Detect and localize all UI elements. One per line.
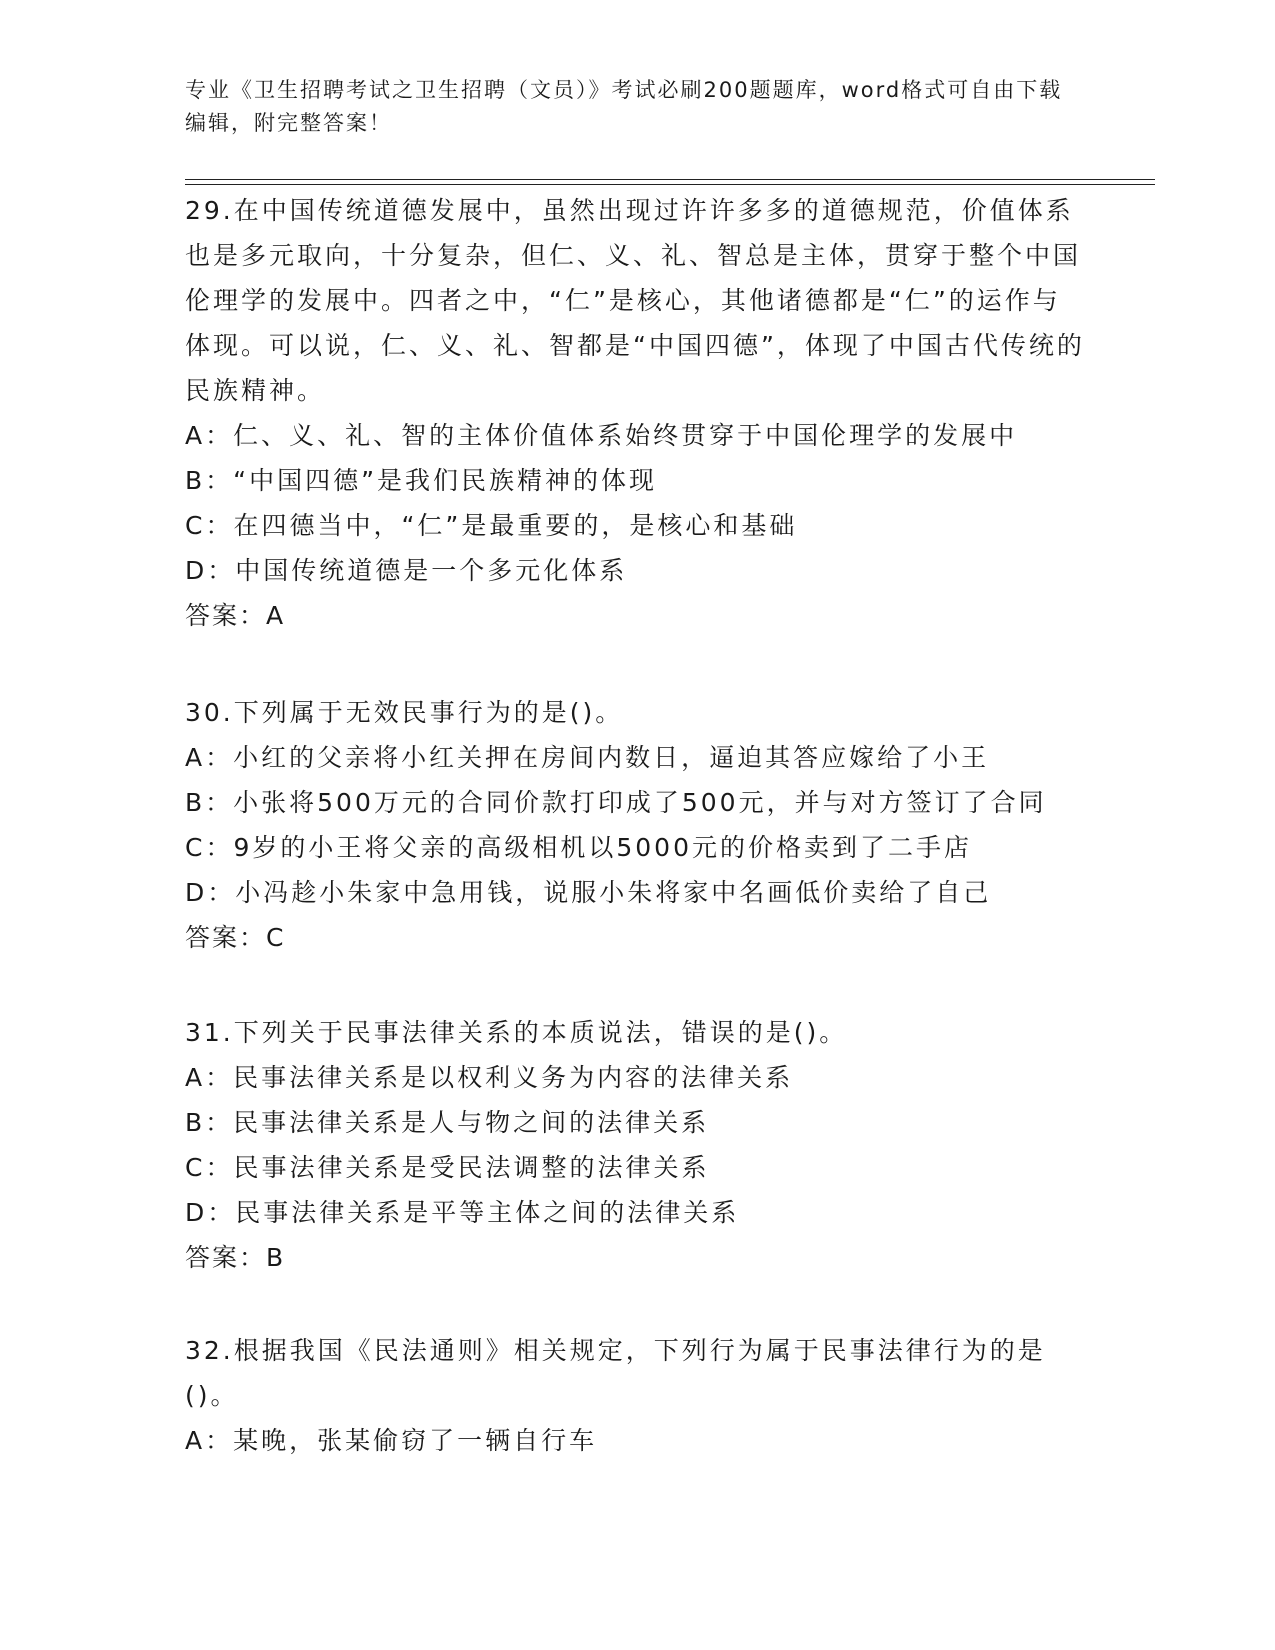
answer: 答案：B [185, 1243, 286, 1272]
option-d: D：小冯趁小朱家中急用钱，说服小朱将家中名画低价卖给了自己 [185, 878, 992, 907]
option-a: A：民事法律关系是以权利义务为内容的法律关系 [185, 1063, 794, 1092]
option-b: B：小张将500万元的合同价款打印成了500元，并与对方签订了合同 [185, 788, 1047, 817]
option-c: C：民事法律关系是受民法调整的法律关系 [185, 1153, 710, 1182]
option-c: C：在四德当中，“仁”是最重要的，是核心和基础 [185, 511, 798, 540]
question-stem: 30.下列属于无效民事行为的是()。 [185, 698, 624, 727]
question-29 [185, 188, 1085, 638]
question-stem: 32.根据我国《民法通则》相关规定，下列行为属于民事法律行为的是()。 [185, 1336, 1046, 1410]
question-31 [185, 1010, 1085, 1280]
question-stem: 31.下列关于民事法律关系的本质说法，错误的是()。 [185, 1018, 848, 1047]
option-b: B：“中国四德”是我们民族精神的体现 [185, 466, 658, 495]
document-header: 专业《卫生招聘考试之卫生招聘（文员）》考试必刷200题题库，word格式可自由下载编辑，附完整答案！ [185, 78, 1063, 135]
option-a: A：仁、义、礼、智的主体价值体系始终贯穿于中国伦理学的发展中 [185, 421, 1018, 450]
answer: 答案：A [185, 601, 286, 630]
question-30 [185, 690, 1085, 960]
answer: 答案：C [185, 923, 286, 952]
question-32 [185, 1328, 1085, 1463]
option-a: A：小红的父亲将小红关押在房间内数日，逼迫其答应嫁给了小王 [185, 743, 990, 772]
option-d: D：民事法律关系是平等主体之间的法律关系 [185, 1198, 740, 1227]
option-b: B：民事法律关系是人与物之间的法律关系 [185, 1108, 710, 1137]
header-divider-bottom [185, 184, 1155, 185]
option-a: A：某晚，张某偷窃了一辆自行车 [185, 1426, 598, 1455]
option-c: C：9岁的小王将父亲的高级相机以5000元的价格卖到了二手店 [185, 833, 972, 862]
option-d: D：中国传统道德是一个多元化体系 [185, 556, 628, 585]
header-divider-top [185, 179, 1155, 180]
question-stem: 29.在中国传统道德发展中，虽然出现过许许多多的道德规范，价值体系也是多元取向，十分复杂，但仁、义、礼、智总是主体，贯穿于整个中国伦理学的发展中。四者之中，“仁”是核心，其他诸德都是“仁”的运作与体现。可以说，仁、义、礼、智都是“中国四德”，体现了中国古代传统的民族精神。 [185, 196, 1085, 405]
